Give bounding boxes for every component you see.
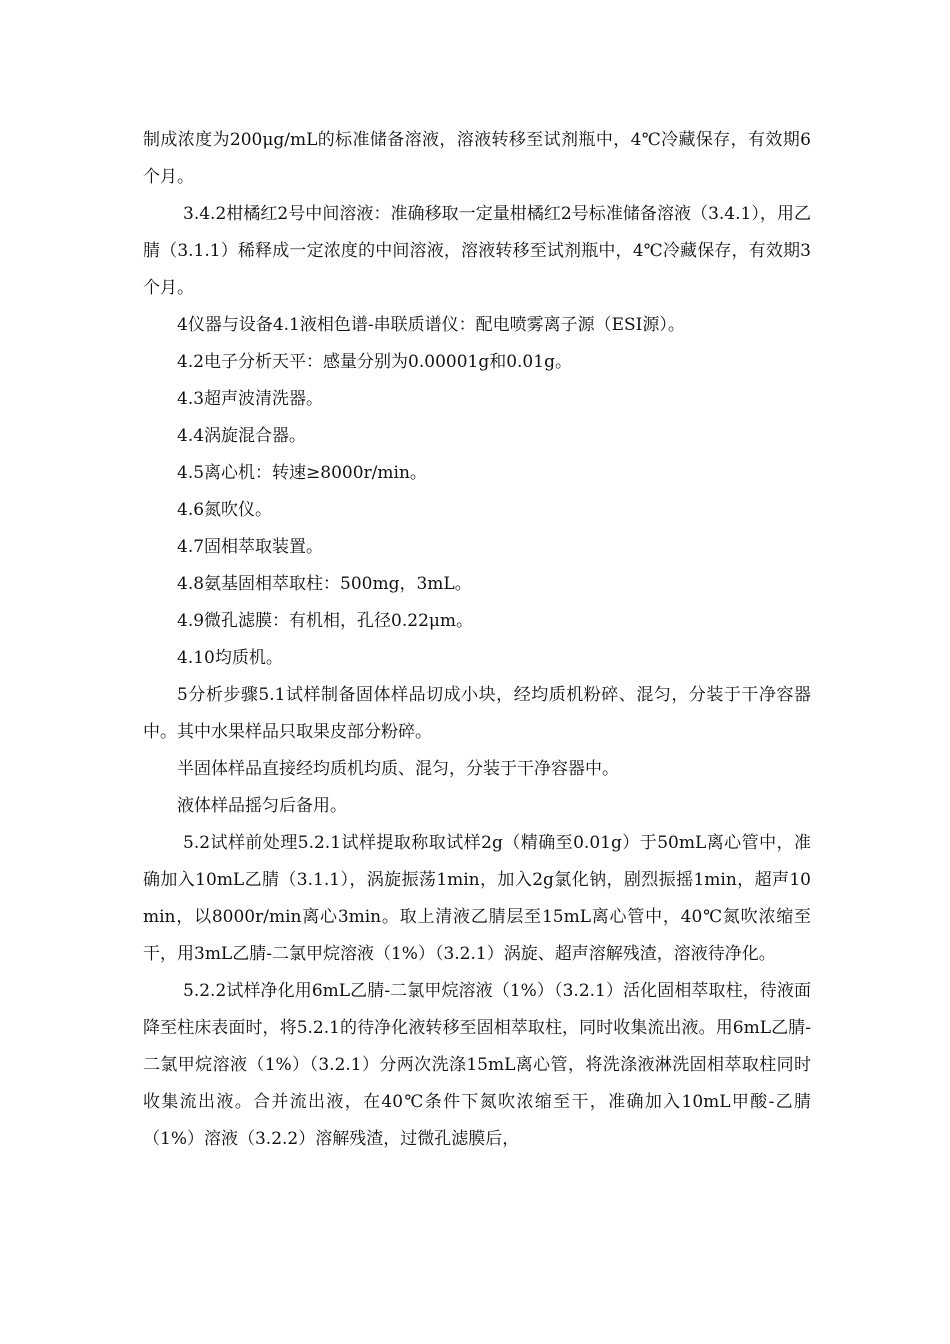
paragraph-stock-solution-continued: 制成浓度为200μg/mL的标准储备溶液，溶液转移至试剂瓶中，4℃冷藏保存，有效期6个月。 (143, 130, 811, 187)
paragraph-5-1: 5分析步骤5.1试样制备固体样品切成小块，经均质机粉碎、混匀，分装于干净容器中。其中水果样品只取果皮部分粉碎。 (143, 685, 811, 742)
paragraph-4-5: 4.5离心机：转速≥8000r/min。 (177, 463, 427, 483)
paragraph-4-3: 4.3超声波清洗器。 (177, 389, 324, 409)
paragraph-4-2: 4.2电子分析天平：感量分别为0.00001g和0.01g。 (177, 352, 572, 372)
paragraph-3-4-2: 3.4.2柑橘红2号中间溶液：准确移取一定量柑橘红2号标准储备溶液（3.4.1），用乙腈（3.1.1）稀释成一定浓度的中间溶液，溶液转移至试剂瓶中，4℃冷藏保存，有效期3个月。 (143, 204, 811, 298)
paragraph-liquid: 液体样品摇匀后备用。 (177, 796, 347, 816)
document-body (143, 122, 811, 1158)
paragraph-4-4: 4.4涡旋混合器。 (177, 426, 307, 446)
paragraph-semi-solid: 半固体样品直接经均质机均质、混匀，分装于干净容器中。 (177, 759, 619, 779)
paragraph-4-9: 4.9微孔滤膜：有机相，孔径0.22μm。 (177, 611, 474, 631)
paragraph-4-6: 4.6氮吹仪。 (177, 500, 273, 520)
paragraph-4-10: 4.10均质机。 (177, 648, 283, 668)
paragraph-5-2-2: 5.2.2试样净化用6mL乙腈-二氯甲烷溶液（1%）（3.2.1）活化固相萃取柱，待液面降至柱床表面时，将5.2.1的待净化液转移至固相萃取柱，同时收集流出液。用6mL乙腈-二氯甲烷溶液（1%）（3.2.1）分两次洗涤15mL离心管，将洗涤液淋洗固相萃取柱同时收集流出液。合并流出液，在40℃条件下氮吹浓缩至干，准确加入10mL甲酸-乙腈（1%）溶液（3.2.2）溶解残渣，过微孔滤膜后， (143, 981, 811, 1149)
paragraph-4-1: 4仪器与设备4.1液相色谱-串联质谱仪：配电喷雾离子源（ESI源）。 (177, 315, 685, 335)
paragraph-4-7: 4.7固相萃取装置。 (177, 537, 324, 557)
paragraph-5-2-1: 5.2试样前处理5.2.1试样提取称取试样2g（精确至0.01g）于50mL离心管中，准确加入10mL乙腈（3.1.1），涡旋振荡1min，加入2g氯化钠，剧烈振摇1min，超声10min，以8000r/min离心3min。取上清液乙腈层至15mL离心管中，40℃氮吹浓缩至干，用3mL乙腈-二氯甲烷溶液（1%）（3.2.1）涡旋、超声溶解残渣，溶液待净化。 (143, 833, 811, 964)
paragraph-4-8: 4.8氨基固相萃取柱：500mg，3mL。 (177, 574, 472, 594)
